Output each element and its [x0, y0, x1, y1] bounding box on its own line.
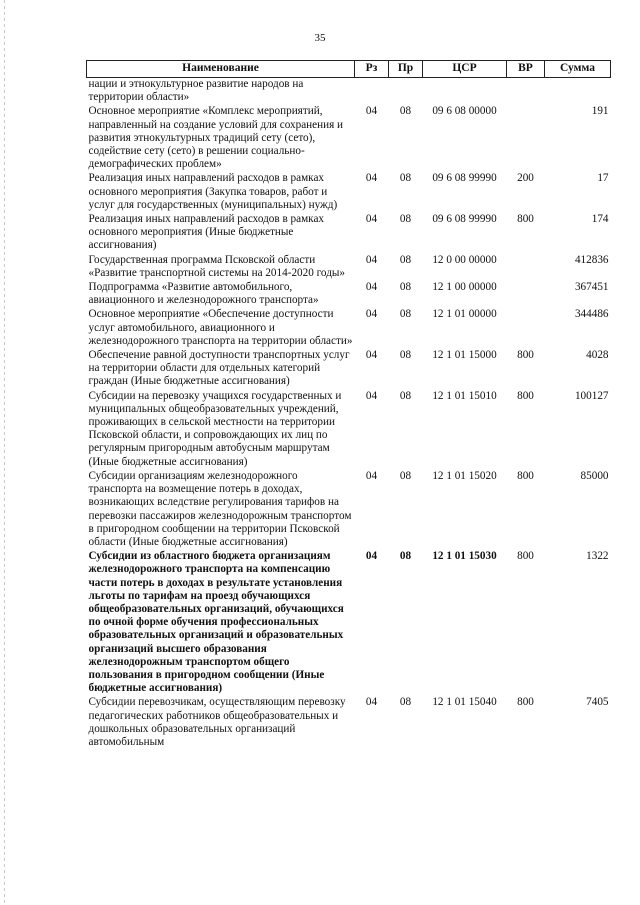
- table-row: [87, 470, 611, 550]
- table-header-row: [87, 61, 611, 78]
- table-row: [87, 696, 611, 750]
- row-name: Субсидии организациям железнодорожного транспорта на возмещение потерь в доходах, возникающих вследствие регулирования тарифов на перевозки пассажиров железнодорожным транспортом в пригородном сообщении на территории Псковской области (Иные бюджетные ассигнования): [88, 469, 352, 548]
- budget-table: [86, 60, 611, 750]
- table-row: [87, 349, 611, 390]
- row-pr: 08: [399, 253, 412, 266]
- row-name: Подпрограмма «Развитие автомобильного, авиационного и железнодорожного транспорта»: [88, 281, 319, 307]
- table-row: [87, 254, 611, 281]
- row-csr: 12 1 01 00000: [432, 308, 497, 321]
- row-csr: 12 0 00 00000: [432, 253, 497, 266]
- header-sum: Сумма: [545, 61, 611, 78]
- row-sum: 7405: [586, 696, 609, 709]
- row-rz: 04: [365, 172, 378, 185]
- row-pr: 08: [399, 213, 412, 226]
- row-rz: 04: [365, 308, 378, 321]
- row-pr: 08: [399, 550, 412, 563]
- row-pr: 08: [399, 696, 412, 709]
- table-row: [87, 78, 611, 106]
- row-rz: 04: [365, 696, 378, 709]
- row-rz: 04: [365, 213, 378, 226]
- row-name: Субсидии перевозчикам, осуществляющим перевозку педагогических работников общеобразовательных и дошкольных образовательных организаций автомобильным: [88, 696, 346, 748]
- table-row: [87, 172, 611, 213]
- header-vr: ВР: [507, 61, 545, 78]
- row-pr: 08: [399, 349, 412, 362]
- row-pr: 08: [399, 172, 412, 185]
- row-csr: 12 1 00 00000: [432, 281, 497, 294]
- header-name: Наименование: [87, 61, 355, 78]
- row-vr: [507, 105, 545, 172]
- row-rz: 04: [365, 469, 378, 482]
- row-rz: 04: [365, 253, 378, 266]
- row-csr: 12 1 01 15020: [432, 469, 497, 482]
- row-name: Основное мероприятие «Обеспечение доступности услуг автомобильного, авиационного и железнодорожного транспорта на территории области»: [88, 308, 353, 347]
- row-sum: 17: [597, 172, 609, 185]
- row-csr: 09 6 08 99990: [432, 172, 497, 185]
- row-sum: 174: [591, 213, 609, 226]
- row-name: Государственная программа Псковской области «Развитие транспортной системы на 2014-2020 годы»: [88, 253, 345, 279]
- row-csr: [423, 78, 507, 106]
- row-name: Основное мероприятие «Комплекс мероприятий, направленный на создание условий для сохранения и развития этнокультурных традиций сету (сето), содействие сету (сето) в решении социально-демографических проблем»: [88, 105, 344, 171]
- row-name: Реализация иных направлений расходов в рамках основного мероприятия (Закупка товаров, работ и услуг для государственных (муниципальных) нужд): [88, 172, 338, 211]
- row-rz: 04: [365, 389, 378, 402]
- row-sum: 344486: [574, 308, 609, 321]
- row-name: Субсидии на перевозку учащихся государственных и муниципальных общеобразовательных учреждений, проживающих в сельской местности на территории Псковской области, и сопровождающих их лиц по регулярным пригородным автобусным маршрутам (Иные бюджетные ассигнования): [88, 389, 342, 468]
- row-sum: 367451: [574, 281, 609, 294]
- table-row: [87, 550, 611, 696]
- row-pr: [389, 78, 423, 106]
- row-csr: 12 1 01 15000: [432, 349, 497, 362]
- row-vr: 800: [517, 213, 534, 226]
- row-pr: 08: [399, 389, 412, 402]
- row-vr: 800: [517, 550, 534, 563]
- table-row: [87, 390, 611, 470]
- row-vr: [507, 78, 545, 106]
- page-number: 35: [314, 32, 326, 44]
- row-vr: 800: [517, 389, 534, 402]
- header-csr: ЦСР: [423, 61, 507, 78]
- row-pr: 08: [399, 308, 412, 321]
- row-name: нации и этнокультурное развитие народов на территории области»: [88, 78, 304, 104]
- row-pr: 08: [399, 281, 412, 294]
- row-sum: [545, 78, 611, 106]
- row-vr: 200: [517, 172, 534, 185]
- table-row: [87, 281, 611, 308]
- row-vr: [507, 281, 545, 308]
- row-sum: 4028: [586, 349, 609, 362]
- row-sum: 1322: [586, 550, 609, 563]
- table-row: [87, 213, 611, 254]
- row-sum: 412836: [574, 253, 609, 266]
- table-row: [87, 308, 611, 349]
- header-rz: Рз: [355, 61, 389, 78]
- row-rz: 04: [365, 281, 378, 294]
- row-rz: 04: [365, 105, 378, 118]
- row-csr: 12 1 01 15010: [432, 389, 497, 402]
- row-name: Субсидии из областного бюджета организациям железнодорожного транспорта на компенсацию части потерь в доходах в результате установления льготы по тарифам на проезд обучающихся общеобразовательных организаций, обучающихся по очной форме обучения профессиональных образовательных организаций и образовательных организаций высшего образования железнодорожным транспортом общего пользования в пригородном сообщении (Иные бюджетные ассигнования): [88, 550, 344, 695]
- row-pr: 08: [399, 105, 412, 118]
- row-rz: 04: [365, 349, 378, 362]
- row-pr: 08: [399, 469, 412, 482]
- row-csr: 09 6 08 99990: [432, 213, 497, 226]
- row-csr: 12 1 01 15040: [432, 696, 497, 709]
- row-vr: 800: [517, 696, 534, 709]
- row-csr: 09 6 08 00000: [432, 105, 497, 118]
- row-vr: [507, 254, 545, 281]
- row-vr: 800: [517, 349, 534, 362]
- header-pr: Пр: [389, 61, 423, 78]
- row-rz: 04: [365, 550, 378, 563]
- row-sum: 100127: [574, 389, 609, 402]
- scan-edge: [4, 0, 5, 905]
- row-vr: 800: [517, 469, 534, 482]
- table-row: [87, 105, 611, 172]
- row-sum: 85000: [580, 469, 609, 482]
- row-name: Обеспечение равной доступности транспортных услуг на территории области для отдельных категорий граждан (Иные бюджетные ассигнования): [88, 349, 350, 388]
- row-vr: [507, 308, 545, 349]
- row-name: Реализация иных направлений расходов в рамках основного мероприятия (Иные бюджетные ассигнования): [88, 213, 325, 252]
- row-csr: 12 1 01 15030: [432, 550, 497, 563]
- row-sum: 191: [591, 105, 609, 118]
- row-rz: [355, 78, 389, 106]
